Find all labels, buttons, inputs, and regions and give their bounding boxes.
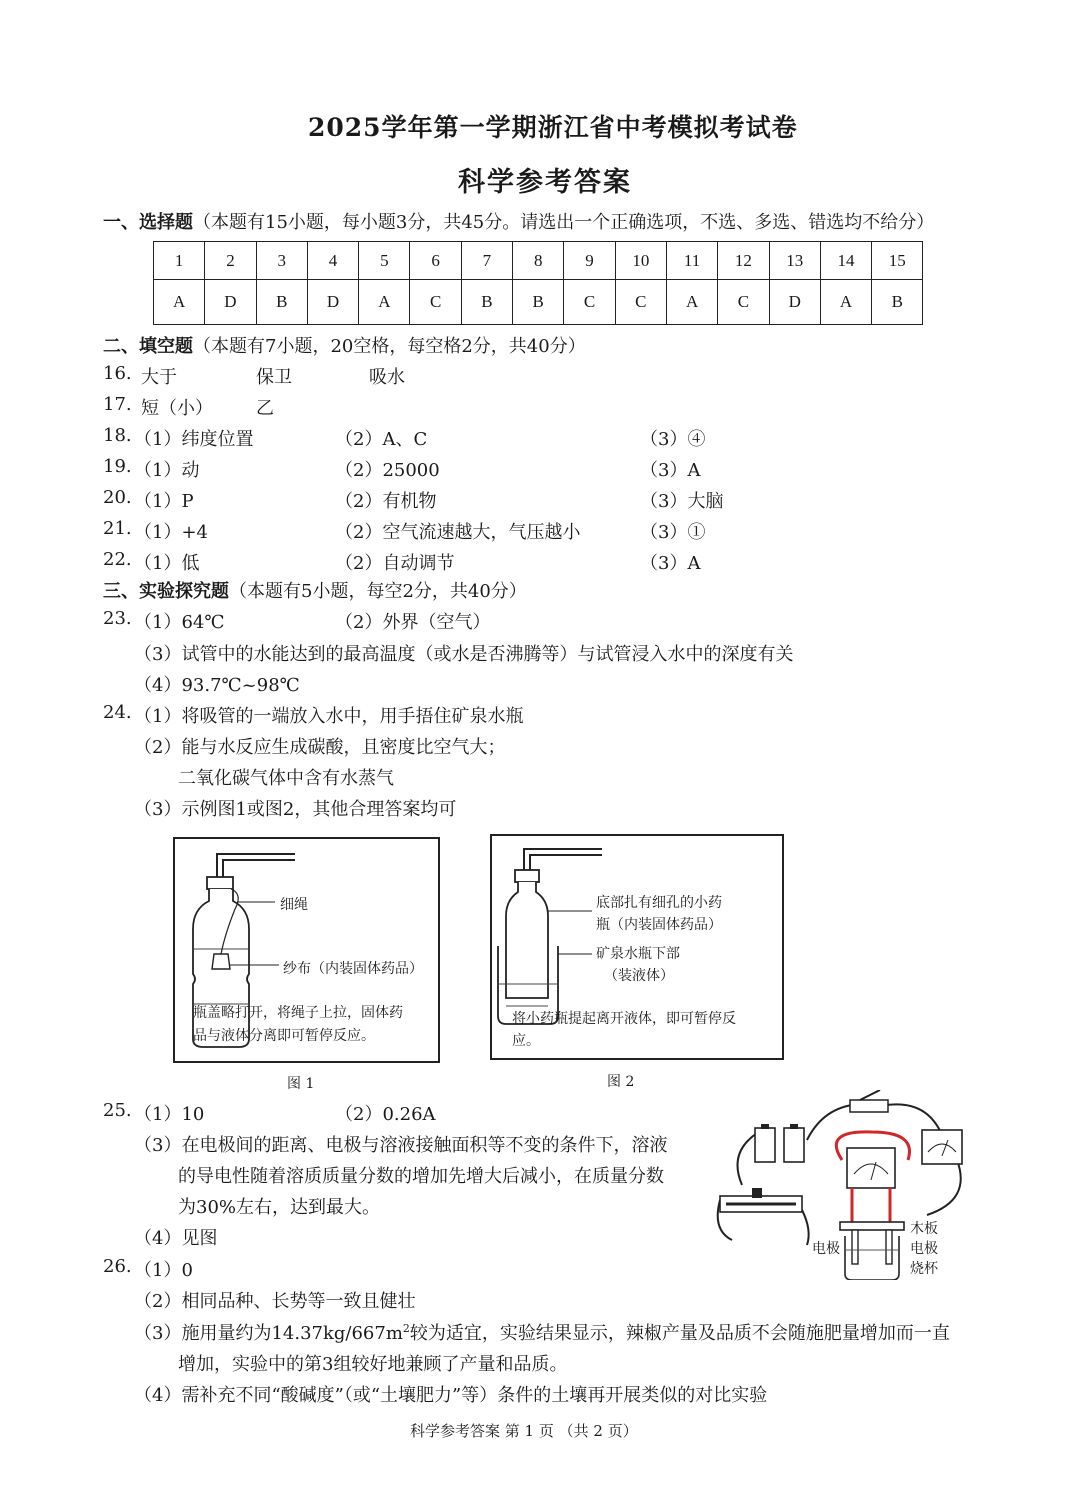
figure-2-note-line2: 应。: [512, 1033, 540, 1049]
answer-cell: B: [256, 280, 307, 325]
answer-cell: A: [666, 280, 717, 325]
q25-part1: （1）10: [134, 1104, 205, 1125]
figure-1-note-line1: 瓶盖略打开，将绳子上拉，固体药: [193, 1005, 403, 1021]
q25-part3-line1: （3）在电极间的距离、电极与溶液接触面积等不变的条件下，溶液: [134, 1135, 668, 1156]
section1-label: 一、选择题: [103, 212, 193, 233]
question-number-cell: 11: [666, 242, 717, 280]
figure-2-box: [490, 834, 784, 1060]
circuit-beaker-label: 烧杯: [910, 1261, 938, 1277]
q20-part1: （1）P: [134, 491, 194, 512]
answer-cell: A: [154, 280, 205, 325]
figure-2-caption: 图 2: [607, 1074, 635, 1090]
q24-part2-line2: 二氧化碳气体中含有水蒸气: [178, 768, 394, 789]
section2-label: 二、填空题: [103, 336, 193, 357]
q24-part2-line1: （2）能与水反应生成碳酸，且密度比空气大；: [134, 737, 506, 758]
wooden-board: [840, 1222, 904, 1230]
answer-key-title: 科学参考答案: [458, 167, 632, 198]
q18-number: 18.: [103, 425, 132, 446]
answer-cell: D: [769, 280, 820, 325]
figure-1-rope-label: 细绳: [280, 897, 308, 913]
q16-number: 16.: [103, 363, 132, 384]
q23-number: 23.: [103, 608, 132, 629]
question-number-cell: 8: [513, 242, 564, 280]
question-number-cell: 6: [410, 242, 461, 280]
q21-part3: （3）①: [640, 522, 706, 543]
q18-part2: （2）A、C: [335, 429, 428, 450]
section3-desc: （本题有5小题，每空2分，共40分）: [229, 581, 527, 602]
circuit-electrode-left-label: 电极: [812, 1241, 840, 1257]
q22-part3: （3）A: [640, 553, 701, 574]
q21-part2: （2）空气流速越大，气压越小: [335, 522, 581, 543]
q25-part3-line3: 为30%左右，达到最大。: [178, 1197, 381, 1218]
q19-part1: （1）动: [134, 460, 200, 481]
q25-part3-line2: 的导电性随着溶质质量分数的增加先增大后减小，在质量分数: [178, 1166, 664, 1187]
q18-part3: （3）④: [640, 429, 706, 450]
answer-cell: B: [461, 280, 512, 325]
q23-part2: （2）外界（空气）: [335, 612, 491, 633]
question-number-cell: 15: [872, 242, 923, 280]
question-number-cell: 3: [256, 242, 307, 280]
question-number-cell: 14: [820, 242, 871, 280]
q18-part1: （1）纬度位置: [134, 429, 254, 450]
q24-number: 24.: [103, 702, 132, 723]
figure-2-bottle-label-line1: 底部扎有细孔的小药: [596, 895, 722, 911]
battery-icon: [755, 1124, 804, 1162]
q16-answer-b: 保卫: [256, 367, 292, 388]
q24-part1: （1）将吸管的一端放入水中，用手捂住矿泉水瓶: [134, 706, 524, 727]
answer-cell: D: [307, 280, 358, 325]
q26-part3-sup: 2: [402, 1322, 410, 1335]
page-footer: 科学参考答案 第 1 页 （共 2 页）: [410, 1422, 638, 1440]
question-number-cell: 9: [564, 242, 615, 280]
answer-cell: C: [718, 280, 769, 325]
answer-cell: D: [205, 280, 256, 325]
section3-label: 三、实验探究题: [103, 581, 229, 602]
q25-number: 25.: [103, 1100, 132, 1121]
question-number-cell: 13: [769, 242, 820, 280]
q26-number: 26.: [103, 1256, 132, 1277]
answer-cell: C: [615, 280, 666, 325]
q22-part2: （2）自动调节: [335, 553, 455, 574]
question-number-cell: 4: [307, 242, 358, 280]
figure-1-cloth-label: 纱布（内装固体药品）: [283, 961, 423, 977]
q21-number: 21.: [103, 518, 132, 539]
q22-part1: （1）低: [134, 553, 200, 574]
q26-part3-line1: [134, 1319, 950, 1345]
figure-2-bottle-label-line2: 瓶（内装固体药品）: [596, 917, 722, 933]
section1-heading: [103, 208, 934, 234]
q23-part1: （1）64℃: [134, 612, 225, 633]
rheostat-icon: [720, 1188, 802, 1212]
q19-part2: （2）25000: [335, 460, 440, 481]
answer-table-number-row: [154, 242, 923, 280]
switch-icon: [850, 1090, 888, 1112]
answer-cell: B: [872, 280, 923, 325]
ammeter-icon: [847, 1148, 895, 1188]
answer-cell: A: [820, 280, 871, 325]
q26-part3-post: 较为适宜，实验结果显示，辣椒产量及品质不会随施肥量增加而一直: [409, 1323, 950, 1344]
answer-cell: C: [410, 280, 461, 325]
q23-part3: （3）试管中的水能达到的最高温度（或水是否沸腾等）与试管浸入水中的深度有关: [134, 644, 794, 665]
circuit-electrode-right-label: 电极: [910, 1241, 938, 1257]
q20-part2: （2）有机物: [335, 491, 437, 512]
q25-part4: （4）见图: [134, 1228, 218, 1249]
q26-part3-line2: 增加，实验中的第3组较好地兼顾了产量和品质。: [178, 1354, 568, 1375]
figure-2-note-line1: 将小药瓶提起离开液体，即可暂停反: [512, 1011, 736, 1027]
answer-cell: C: [564, 280, 615, 325]
figure-1-note-line2: 品与液体分离即可暂停反应。: [193, 1028, 375, 1044]
q16-answer-c: 吸水: [369, 367, 405, 388]
q19-number: 19.: [103, 456, 132, 477]
q26-part4: （4）需补充不同“酸碱度”（或“土壤肥力”等）条件的土壤再开展类似的对比实验: [134, 1385, 768, 1406]
question-number-cell: 10: [615, 242, 666, 280]
question-number-cell: 2: [205, 242, 256, 280]
question-number-cell: 12: [718, 242, 769, 280]
answer-table-answer-row: [154, 280, 923, 325]
exam-title: 2025学年第一学期浙江省中考模拟考试卷: [308, 113, 798, 142]
figure-1-caption: 图 1: [287, 1076, 315, 1092]
q20-number: 20.: [103, 487, 132, 508]
q16-answer-a: 大于: [141, 367, 177, 388]
figure-2-base-label-line2: （装液体）: [604, 968, 674, 984]
voltmeter-icon: [922, 1130, 962, 1164]
q26-part1: （1）0: [134, 1260, 193, 1281]
section2-heading: [103, 332, 586, 358]
answer-cell: B: [513, 280, 564, 325]
circuit-board-label: 木板: [910, 1221, 938, 1237]
question-number-cell: 1: [154, 242, 205, 280]
figure-2-base-label-line1: 矿泉水瓶下部: [596, 946, 680, 962]
q17-answer-a: 短（小）: [141, 398, 213, 419]
q24-part3: （3）示例图1或图2，其他合理答案均可: [134, 799, 457, 820]
answer-table: [153, 241, 923, 325]
question-number-cell: 7: [461, 242, 512, 280]
figure-1-box: [173, 837, 440, 1063]
q22-number: 22.: [103, 549, 132, 570]
q17-number: 17.: [103, 394, 132, 415]
q17-answer-b: 乙: [256, 398, 274, 419]
q23-part4: （4）93.7℃~98℃: [134, 675, 300, 696]
section2-desc: （本题有7小题，20空格，每空格2分，共40分）: [193, 336, 586, 357]
q26-part2: （2）相同品种、长势等一致且健壮: [134, 1291, 416, 1312]
q20-part3: （3）大脑: [640, 491, 724, 512]
section3-heading: [103, 577, 527, 603]
q19-part3: （3）A: [640, 460, 701, 481]
question-number-cell: 5: [359, 242, 410, 280]
q26-part3-pre: （3）施用量约为14.37kg/667m: [134, 1323, 403, 1344]
q21-part1: （1）+4: [134, 522, 208, 543]
q25-part2: （2）0.26A: [335, 1104, 436, 1125]
section1-desc: （本题有15小题，每小题3分，共45分。请选出一个正确选项，不选、多选、错选均不给分）: [193, 212, 935, 233]
answer-cell: A: [359, 280, 410, 325]
